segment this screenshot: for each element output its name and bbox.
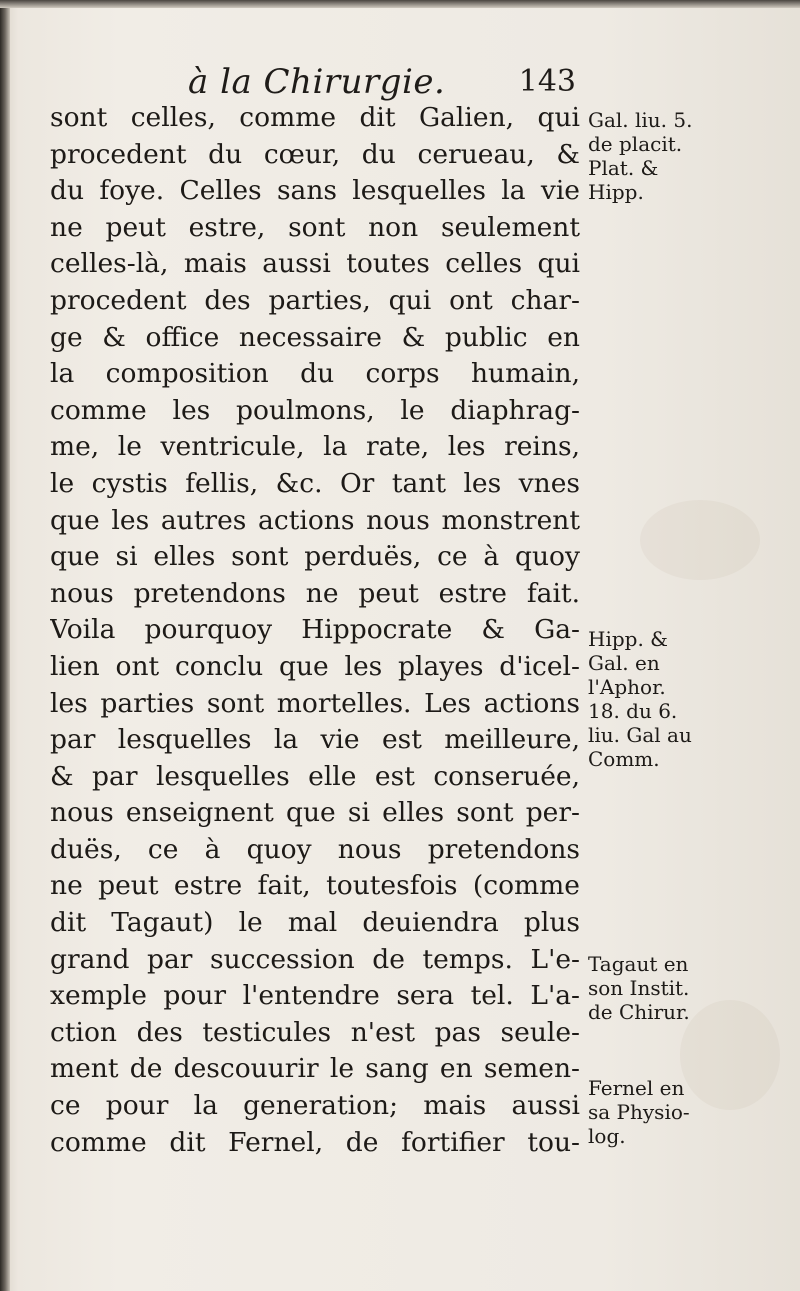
text-line: ment de descouurir le sang en semen-	[50, 1053, 580, 1085]
text-line: ne peut estre fait, toutesfois (comme	[50, 870, 580, 902]
margin-note-line: Hipp.	[588, 180, 644, 204]
text-line: nous enseignent que si elles sont per-	[50, 797, 580, 829]
margin-note-line: Fernel en	[588, 1076, 685, 1100]
margin-note-line: Hipp. &	[588, 627, 668, 651]
text-line: nous pretendons ne peut estre fait.	[50, 577, 580, 609]
text-line: que les autres actions nous monstrent	[50, 504, 580, 536]
text-line: ction des testicules n'est pas seule-	[50, 1016, 580, 1048]
margin-note-hipp-aphor	[588, 627, 692, 771]
margin-note-line: de placit.	[588, 132, 683, 156]
margin-note-line: Tagaut en	[588, 952, 689, 976]
text-line: procedent des parties, qui ont char-	[50, 284, 580, 316]
text-line: le cystis fellis, &c. Or tant les vnes	[50, 467, 580, 499]
margin-note-tagaut	[588, 952, 690, 1024]
text-line: lien ont conclu que les playes d'icel-	[50, 650, 580, 682]
text-line: ne peut estre, sont non seulement	[50, 211, 580, 243]
page-gutter-shadow	[0, 0, 10, 1291]
text-line: ge & office necessaire & public en	[50, 321, 580, 353]
margin-note-line: son Instit.	[588, 976, 690, 1000]
text-line: que si elles sont perduës, ce à quoy	[50, 541, 580, 573]
main-text-block	[50, 100, 580, 1161]
text-line: grand par succession de temps. L'e-	[50, 943, 580, 975]
text-line: celles-là, mais aussi toutes celles qui	[50, 248, 580, 280]
text-line: les parties sont mortelles. Les actions	[50, 687, 580, 719]
margin-note-line: Gal. en	[588, 651, 660, 675]
text-line: duës, ce à quoy nous pretendons	[50, 833, 580, 865]
text-line: comme dit Fernel, de fortifier tou-	[50, 1126, 580, 1158]
page-number: 143	[518, 64, 576, 99]
text-line: par lesquelles la vie est meilleure,	[50, 724, 580, 756]
margin-note-line: Plat. &	[588, 156, 659, 180]
text-line: xemple pour l'entendre sera tel. L'a-	[50, 980, 580, 1012]
margin-note-line: de Chirur.	[588, 1000, 690, 1024]
margin-note-galen-placit	[588, 108, 692, 204]
text-line: du foye. Celles sans lesquelles la vie	[50, 175, 580, 207]
text-line: procedent du cœur, du cerueau, &	[50, 138, 580, 170]
margin-note-fernel	[588, 1076, 690, 1148]
foxing-stain	[640, 500, 760, 580]
text-line: comme les poulmons, le diaphrag-	[50, 394, 580, 426]
text-line: dit Tagaut) le mal deuiendra plus	[50, 907, 580, 939]
page-top-edge	[0, 0, 800, 8]
text-line: sont celles, comme dit Galien, qui	[50, 102, 580, 133]
margin-note-line: Comm.	[588, 747, 660, 771]
running-title: à la Chirurgie.	[188, 62, 446, 102]
margin-note-line: sa Physio-	[588, 1100, 690, 1124]
margin-note-line: liu. Gal au	[588, 723, 692, 747]
text-line: me, le ventricule, la rate, les reins,	[50, 431, 580, 463]
text-line: la composition du corps humain,	[50, 358, 580, 390]
text-line: ce pour la generation; mais aussi	[50, 1090, 580, 1122]
margin-note-line: log.	[588, 1124, 626, 1148]
text-line: Voila pourquoy Hippocrate & Ga-	[50, 614, 580, 646]
foxing-stain	[680, 1000, 780, 1110]
text-line: & par lesquelles elle est conseruée,	[50, 760, 580, 792]
margin-note-line: 18. du 6.	[588, 699, 678, 723]
margin-note-line: Gal. liu. 5.	[588, 108, 693, 132]
margin-note-line: l'Aphor.	[588, 675, 666, 699]
